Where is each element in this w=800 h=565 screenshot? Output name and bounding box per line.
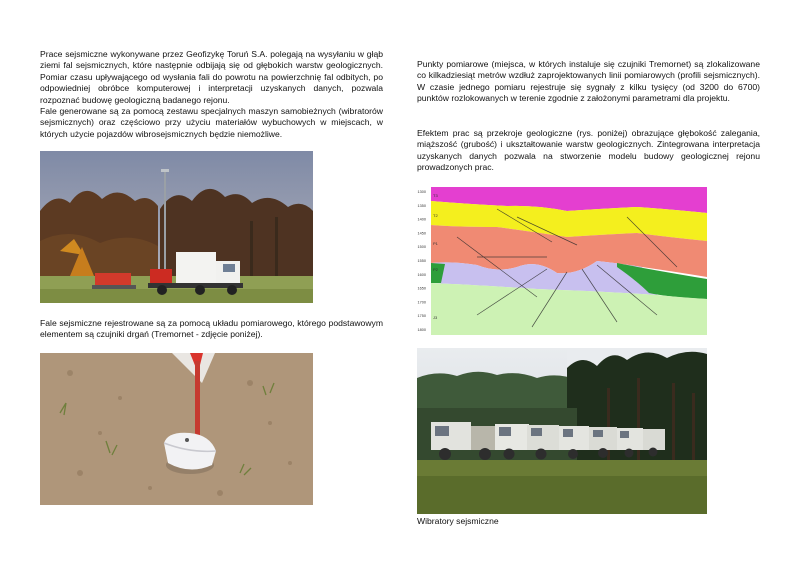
- geological-cross-section: [417, 187, 707, 335]
- depth-label: 1500: [417, 245, 426, 250]
- photo-tremornet-sensor: [40, 353, 313, 505]
- layer-label: T2: [433, 213, 438, 218]
- depth-label: 1800: [417, 328, 426, 332]
- depth-label: 1350: [417, 203, 426, 208]
- intro-text: Prace sejsmiczne wykonywane przez Geofizykę Toruń S.A. polegają na wysyłaniu w głąb ziemi fal sejsmicznych, które następnie odbijają się od głębokich warstw geologicznych. Pomiar czasu upływającego od wysłania fali do powrotu na powierzchnię fal odbitych, po odpowiedniej obróbce komputerowej i interpretacji uzyskanych danych, pozwala rozpoznać budowę geologiczną badanego rejonu.: [40, 49, 383, 105]
- recording-paragraph: Fale sejsmiczne rejestrowane są za pomocą układu pomiarowego, którego podstawowym elementem są czujniki drgań (Tremornet - zdjęcie poniżej).: [40, 318, 383, 340]
- depth-label: 1550: [417, 259, 426, 263]
- layer-label: T3: [433, 193, 438, 198]
- photo-seismic-vibrators: [417, 348, 707, 514]
- intro-paragraph: [40, 49, 383, 140]
- depth-label: 1750: [417, 314, 426, 319]
- layer-label: P2: [433, 267, 438, 272]
- depth-label: 1700: [417, 300, 426, 305]
- layer-label: P1: [433, 241, 438, 246]
- photo-recording-truck: [40, 151, 313, 303]
- generation-text: Fale generowane są za pomocą zestawu specjalnych maszyn samobieżnych (wibratorów sejsmicznych) oraz częściowo przy użyciu materiałów wybuchowych w miejscach, w których użycie pojazdów wibrosejsmicznych będzie niemożliwe.: [40, 106, 383, 139]
- depth-label: 1600: [417, 272, 426, 277]
- depth-label: 1450: [417, 231, 426, 236]
- layer-label: J3: [433, 315, 438, 320]
- depth-label: 1650: [417, 286, 426, 291]
- depth-label: 1300: [417, 190, 426, 194]
- points-paragraph: Punkty pomiarowe (miejsca, w których instaluje się czujniki Tremornet) są zlokalizowane co kilkadziesiąt metrów wzdłuż zaprojektowanych linii pomiarowych (profili sejsmicznych). W czasie jednego pomiaru rejestruje się sygnały z kilku tysięcy (od 3200 do 6700) punktów rozlokowanych w terenie zgodnie z założonymi parametrami dla projektu.: [417, 59, 760, 104]
- depth-label: 1400: [417, 217, 426, 222]
- effect-paragraph: Efektem prac są przekroje geologiczne (rys. poniżej) obrazujące głębokość zalegania, miąższość (grubość) i ukształtowanie warstw geologicznych. Zintegrowana interpretacja uzyskanych danych pozwala na stworzenie modelu budowy geologicznej rejonu prowadzonych prac.: [417, 128, 760, 173]
- vibrators-caption: Wibratory sejsmiczne: [417, 516, 499, 526]
